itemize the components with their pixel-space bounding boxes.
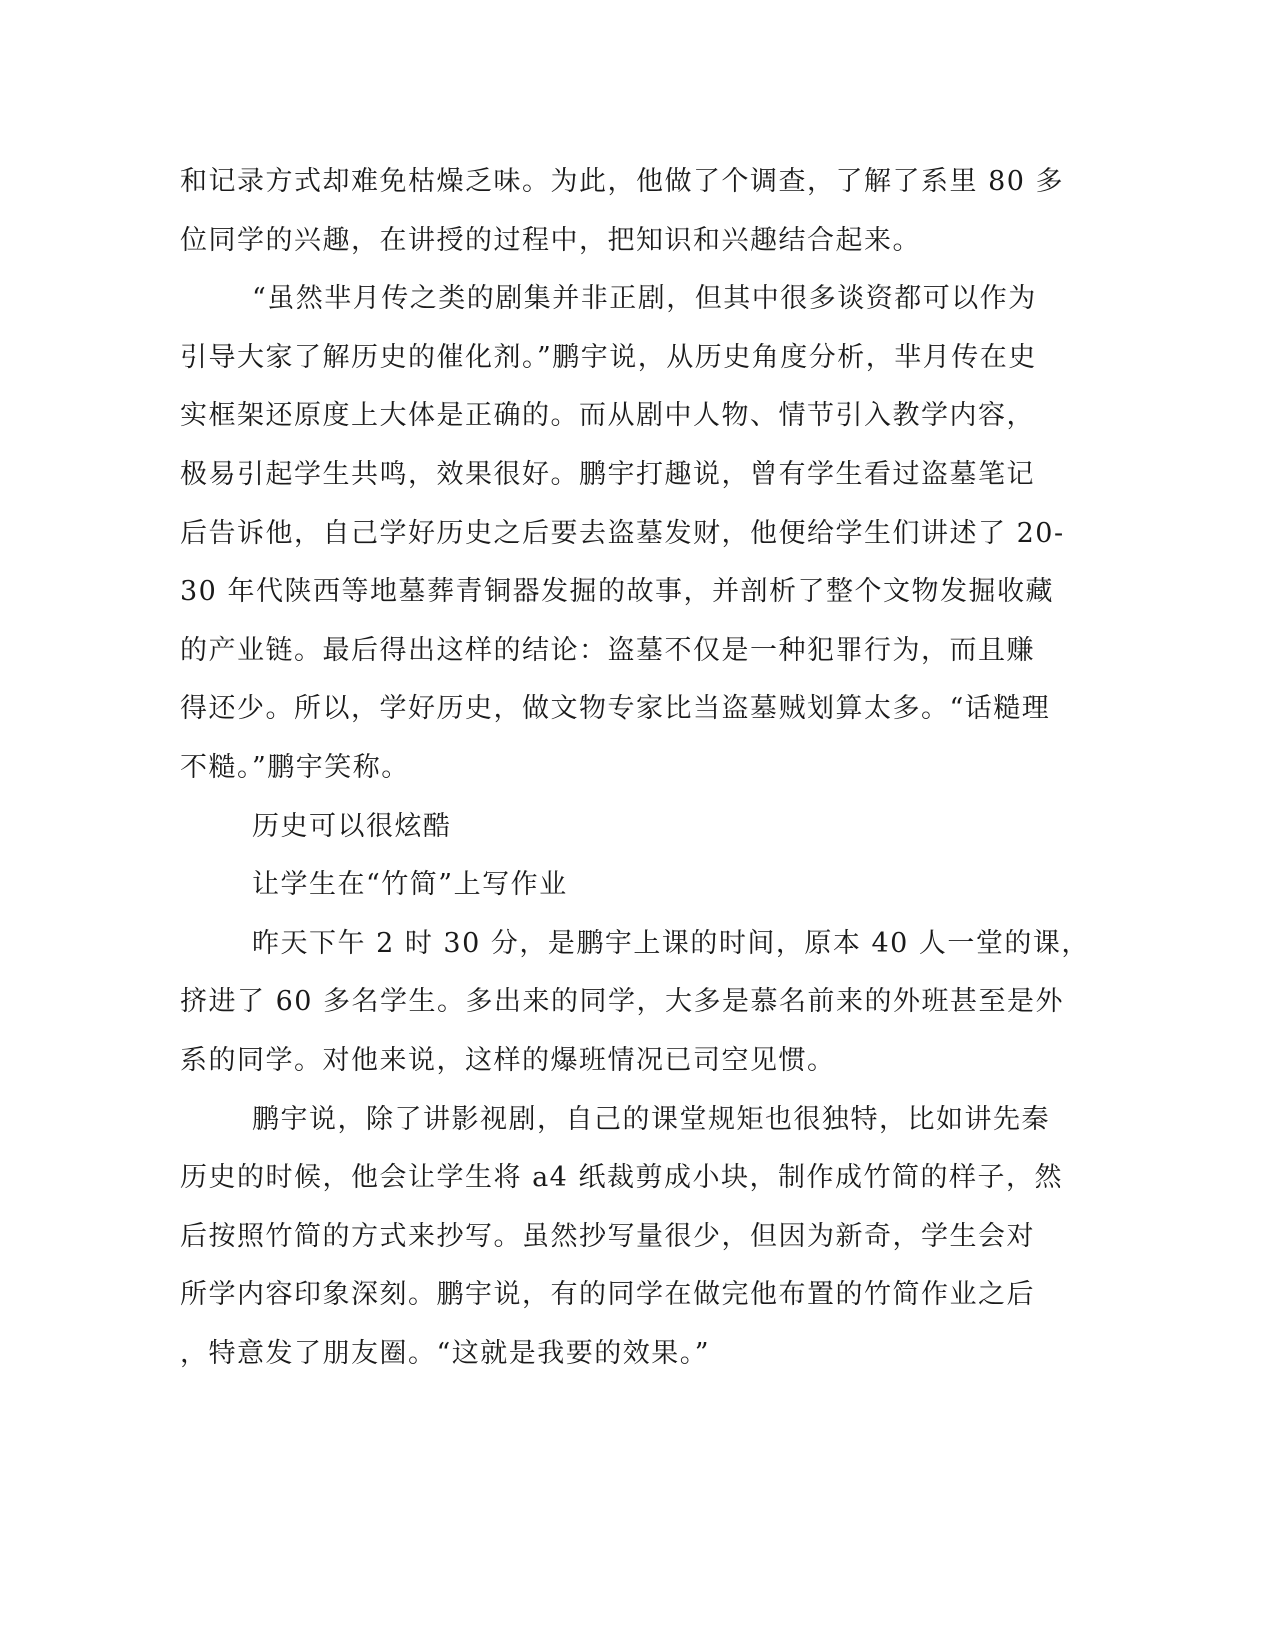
text-line: 实框架还原度上大体是正确的。而从剧中人物、情节引入教学内容， [180, 400, 1035, 432]
text-line: 后告诉他，自己学好历史之后要去盗墓发财，他便给学生们讲述了 20- [180, 517, 1065, 549]
text-line: 挤进了 60 多名学生。多出来的同学，大多是慕名前来的外班甚至是外 [180, 986, 1065, 1018]
paragraph-start-line: “虽然芈月传之类的剧集并非正剧，但其中很多谈资都可以作为 [252, 283, 1037, 315]
text-line: 30 年代陕西等地墓葬青铜器发掘的故事，并剖析了整个文物发掘收藏 [180, 576, 1054, 608]
paragraph-start-line: 鹏宇说，除了讲影视剧，自己的课堂规矩也很独特，比如讲先秦 [252, 1103, 1050, 1135]
section-heading: 历史可以很炫酷 [252, 810, 452, 842]
text-line: 后按照竹简的方式来抄写。虽然抄写量很少，但因为新奇，学生会对 [180, 1220, 1035, 1252]
text-line: 系的同学。对他来说，这样的爆班情况已司空见惯。 [180, 1044, 836, 1076]
text-line: 引导大家了解历史的催化剂。”鹏宇说，从历史角度分析，芈月传在史 [180, 341, 1037, 373]
text-line: ，特意发了朋友圈。“这就是我要的效果。” [180, 1337, 711, 1369]
paragraph-start-line: 昨天下午 2 时 30 分，是鹏宇上课的时间，原本 40 人一堂的课， [252, 927, 1090, 959]
text-line: 的产业链。最后得出这样的结论：盗墓不仅是一种犯罪行为，而且赚 [180, 634, 1035, 666]
text-line: 位同学的兴趣，在讲授的过程中，把知识和兴趣结合起来。 [180, 224, 921, 256]
text-line: 极易引起学生共鸣，效果很好。鹏宇打趣说，曾有学生看过盗墓笔记 [180, 458, 1035, 490]
section-subheading: 让学生在“竹简”上写作业 [252, 869, 568, 901]
text-line: 历史的时候，他会让学生将 a4 纸裁剪成小块，制作成竹简的样子，然 [180, 1162, 1063, 1194]
text-line: 所学内容印象深刻。鹏宇说，有的同学在做完他布置的竹简作业之后 [180, 1279, 1035, 1311]
text-line: 不糙。”鹏宇笑称。 [180, 751, 410, 783]
document-body [180, 162, 1090, 1392]
text-line: 和记录方式却难免枯燥乏味。为此，他做了个调查，了解了系里 80 多 [180, 166, 1065, 197]
text-line: 得还少。所以，学好历史，做文物专家比当盗墓贼划算太多。“话糙理 [180, 693, 1051, 725]
